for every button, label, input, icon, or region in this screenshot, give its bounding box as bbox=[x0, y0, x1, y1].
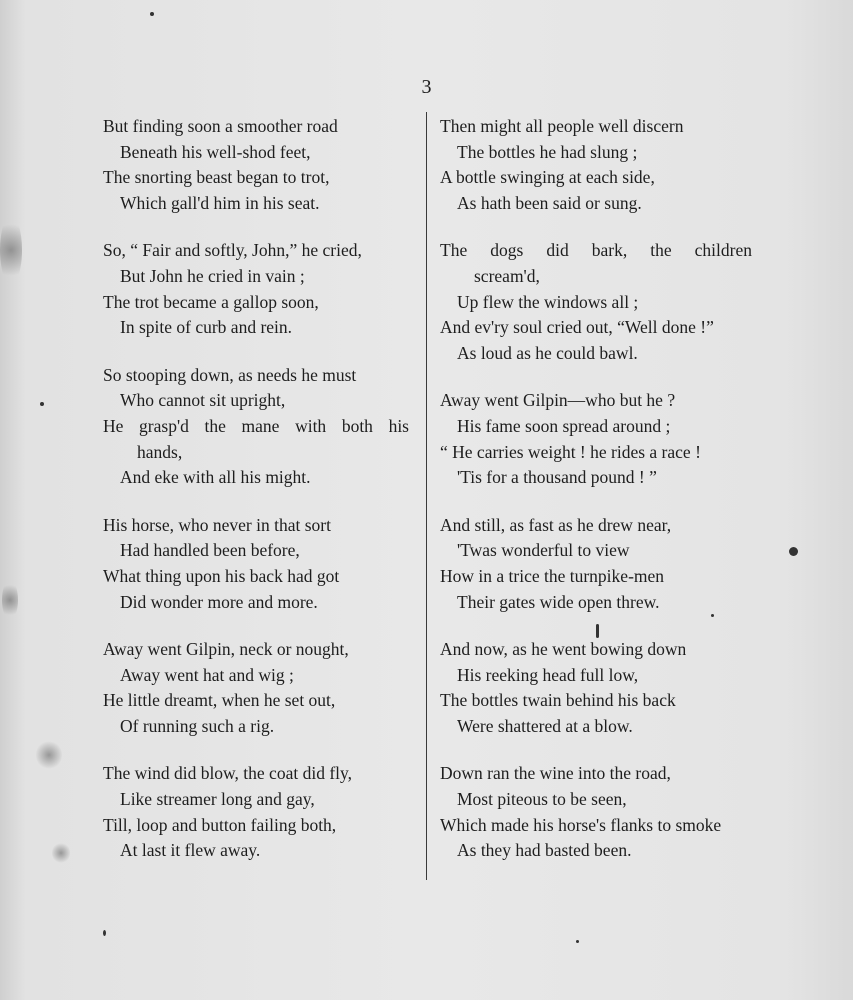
page-speck bbox=[40, 402, 44, 406]
verse-line: “ He carries weight ! he rides a race ! bbox=[440, 441, 701, 462]
verse-line: As hath been said or sung. bbox=[457, 192, 642, 213]
verse-line: In spite of curb and rein. bbox=[120, 317, 293, 338]
verse-line: And ev'ry soul cried out, “Well done !” bbox=[440, 317, 714, 338]
verse-line: He grasp'd the mane with both his bbox=[103, 415, 409, 436]
page-stain bbox=[0, 215, 22, 285]
verse-line: How in a trice the turnpike-men bbox=[440, 565, 665, 586]
verse-line: His reeking head full low, bbox=[457, 664, 639, 685]
page-speck bbox=[789, 547, 798, 556]
stanza bbox=[103, 114, 409, 216]
stanza bbox=[440, 761, 752, 863]
verse-line: Who cannot sit upright, bbox=[120, 390, 286, 411]
stanza bbox=[440, 114, 752, 216]
page-speck bbox=[150, 12, 154, 16]
stanza bbox=[103, 637, 409, 739]
left-column bbox=[103, 114, 409, 886]
verse-line: Most piteous to be seen, bbox=[457, 789, 627, 810]
verse-line: He little dreamt, when he set out, bbox=[103, 690, 336, 711]
verse-line: The bottles he had slung ; bbox=[457, 141, 638, 162]
verse-line: Were shattered at a blow. bbox=[457, 715, 633, 736]
verse-line: At last it flew away. bbox=[120, 840, 261, 861]
page-speck bbox=[576, 940, 579, 943]
column-divider bbox=[426, 112, 427, 880]
verse-line: But finding soon a smoother road bbox=[103, 116, 338, 136]
verse-line: And eke with all his might. bbox=[120, 467, 311, 488]
verse-line: The snorting beast began to trot, bbox=[103, 167, 330, 188]
stanza bbox=[103, 363, 409, 491]
verse-line: 'Tis for a thousand pound ! ” bbox=[457, 467, 657, 488]
verse-line: And still, as fast as he drew near, bbox=[440, 514, 672, 535]
verse-line: As they had basted been. bbox=[457, 840, 632, 861]
verse-line: Their gates wide open threw. bbox=[457, 591, 660, 612]
verse-line: His fame soon spread around ; bbox=[457, 415, 671, 436]
verse-line: And now, as he went bowing down bbox=[440, 639, 687, 660]
verse-line: Down ran the wine into the road, bbox=[440, 763, 671, 784]
verse-line: Beneath his well-shod feet, bbox=[120, 141, 311, 162]
page-stain bbox=[36, 740, 62, 770]
verse-line: The bottles twain behind his back bbox=[440, 690, 676, 711]
verse-line: Which gall'd him in his seat. bbox=[120, 192, 320, 213]
verse-line: Away went Gilpin—who but he ? bbox=[440, 390, 676, 411]
verse-line: So stooping down, as needs he must bbox=[103, 364, 357, 385]
right-column bbox=[440, 114, 752, 886]
page-speck bbox=[103, 930, 106, 936]
stanza bbox=[440, 637, 752, 739]
verse-line: Then might all people well discern bbox=[440, 116, 684, 136]
verse-line: The trot became a gallop soon, bbox=[103, 291, 319, 312]
verse-line: Up flew the windows all ; bbox=[457, 291, 639, 312]
stanza bbox=[440, 513, 752, 615]
verse-line: But John he cried in vain ; bbox=[120, 265, 305, 286]
verse-line: A bottle swinging at each side, bbox=[440, 167, 655, 188]
verse-line-continuation: scream'd, bbox=[474, 265, 540, 286]
page-number: 3 bbox=[421, 76, 432, 98]
verse-line: What thing upon his back had got bbox=[103, 565, 340, 586]
stanza bbox=[103, 761, 409, 863]
verse-line-continuation: hands, bbox=[137, 441, 183, 462]
stanza bbox=[440, 238, 752, 366]
verse-line: Had handled been before, bbox=[120, 540, 300, 561]
verse-line: Did wonder more and more. bbox=[120, 591, 318, 612]
page-stain bbox=[2, 580, 18, 620]
stanza bbox=[440, 388, 752, 490]
verse-line: As loud as he could bawl. bbox=[457, 342, 638, 363]
stanza bbox=[103, 513, 409, 615]
verse-line: So, “ Fair and softly, John,” he cried, bbox=[103, 240, 362, 261]
verse-line: Of running such a rig. bbox=[120, 715, 275, 736]
verse-line: The dogs did bark, the children bbox=[440, 240, 752, 261]
stanza bbox=[103, 238, 409, 340]
verse-line: His horse, who never in that sort bbox=[103, 514, 331, 535]
verse-line: 'Twas wonderful to view bbox=[457, 540, 630, 561]
verse-line: Which made his horse's flanks to smoke bbox=[440, 814, 722, 835]
verse-line: Like streamer long and gay, bbox=[120, 789, 315, 810]
verse-line: The wind did blow, the coat did fly, bbox=[103, 763, 352, 784]
verse-line: Till, loop and button failing both, bbox=[103, 814, 337, 835]
page-stain bbox=[52, 842, 70, 864]
verse-line: Away went hat and wig ; bbox=[120, 664, 294, 685]
verse-line: Away went Gilpin, neck or nought, bbox=[103, 639, 349, 660]
